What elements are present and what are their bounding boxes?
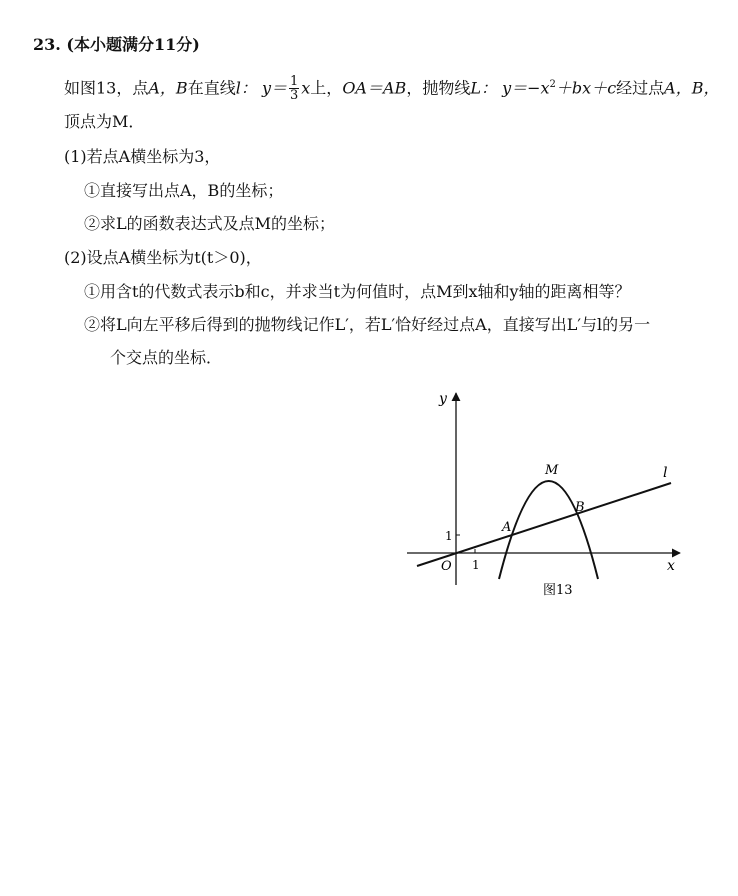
oa-ab-condition: OA＝AB xyxy=(342,78,407,98)
y-axis-label: y xyxy=(439,391,447,407)
line-name: l： xyxy=(235,78,257,98)
intro-text-2: 在直线 xyxy=(187,78,236,98)
fraction-numerator: 1 xyxy=(289,74,299,90)
part2-heading: (2)设点A横坐标为t(t＞0)， xyxy=(64,248,262,267)
point-M-label: M xyxy=(545,463,559,478)
part1-question2: ②求L的函数表达式及点M的坐标； xyxy=(84,214,336,233)
line-eq-fraction xyxy=(289,75,299,102)
intro-text-3: 上， xyxy=(310,78,343,98)
intro-points-end: A，B， xyxy=(664,78,720,98)
x-tick-label: 1 xyxy=(472,558,480,572)
intro-text-4: ，抛物线 xyxy=(406,78,471,98)
problem-header xyxy=(33,34,200,56)
part2-question2-line2: 个交点的坐标． xyxy=(110,348,223,367)
figure-13 xyxy=(395,385,695,605)
line-l-label: l xyxy=(663,465,668,481)
part1-question1: ①直接写出点A，B的坐标； xyxy=(84,181,284,200)
part2-question1: ①用含t的代数式表示b和c，并求当t为何值时，点M到x轴和y轴的距离相等？ xyxy=(84,282,631,301)
y-tick-label: 1 xyxy=(445,529,453,543)
intro-text-1: 如图13，点 xyxy=(64,78,149,98)
line-eq-suffix: x xyxy=(301,78,311,98)
intro-points: A，B xyxy=(148,78,188,98)
figure-caption: 图13 xyxy=(543,583,573,598)
parabola-eq: y＝−x xyxy=(502,78,550,98)
exponent: 2 xyxy=(549,79,556,90)
x-axis-label: x xyxy=(667,558,675,574)
intro-text-5: 经过点 xyxy=(616,78,665,98)
part1-heading: (1)若点A横坐标为3， xyxy=(64,147,221,166)
part2-question2-line1: ②将L向左平移后得到的抛物线记作L′，若L′恰好经过点A，直接写出L′与l的另一 xyxy=(84,315,651,334)
line-eq-prefix: y＝ xyxy=(261,78,287,98)
point-B-label: B xyxy=(575,500,585,515)
fraction-denominator: 3 xyxy=(289,88,299,104)
point-A-label: A xyxy=(502,520,512,535)
problem-number: 23. xyxy=(33,35,61,54)
parabola-name: L： xyxy=(470,78,497,98)
parabola-eq-rest: ＋bx＋c xyxy=(555,78,617,98)
vertex-text: 顶点为M． xyxy=(64,112,145,131)
problem-intro xyxy=(64,74,720,102)
problem-score: (本小题满分11分) xyxy=(66,35,200,54)
origin-label: O xyxy=(441,559,452,574)
parabola-L xyxy=(499,481,598,579)
